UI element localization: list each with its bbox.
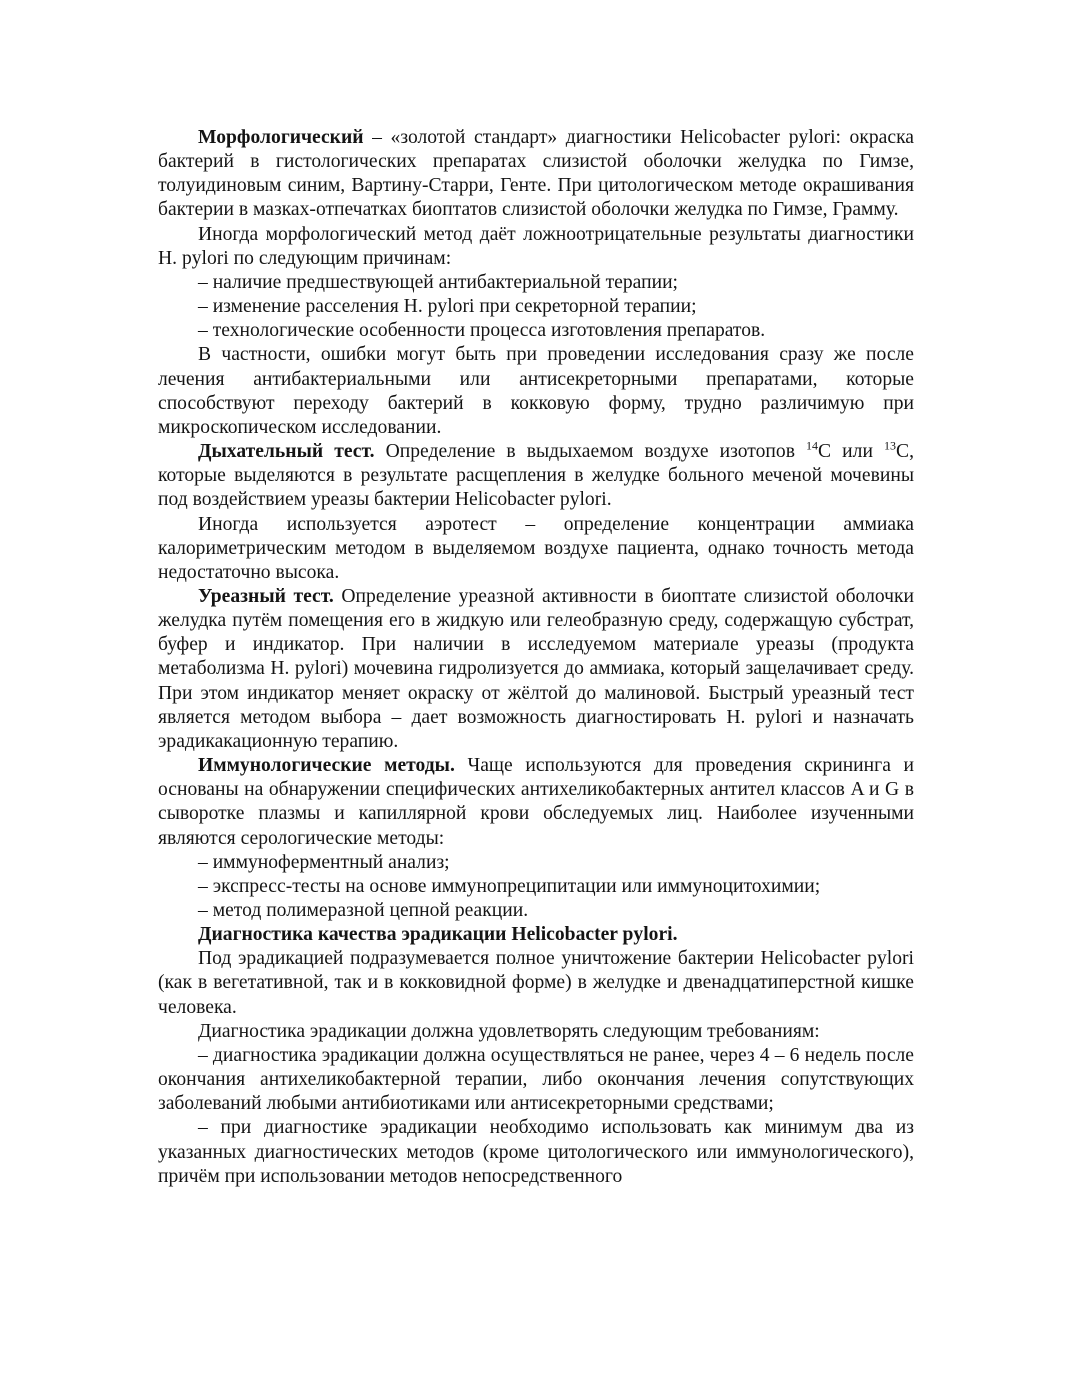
section-heading-text: Диагностика качества эрадикации Helicobacter pylori. — [198, 924, 678, 946]
paragraph-requirements: Диагностика эрадикации должна удовлетворять следующим требованиям: — [198, 1020, 820, 1042]
paragraph-false-negative: Иногда морфологический метод даёт ложноотрицательные результаты диагностики H. pylori по следующим причинам: — [158, 223, 914, 269]
list-item: – иммуноферментный анализ; — [198, 851, 450, 873]
paragraph-text: С или — [818, 441, 885, 463]
paragraph-text: Определение в выдыхаемом воздухе изотопов — [374, 441, 807, 463]
paragraph-aerotest: Иногда используется аэротест – определение концентрации аммиака калориметрическим методом в выделяемом воздухе пациента, однако точность метода недостаточно высока. — [158, 513, 914, 583]
paragraph-urease-test — [158, 585, 914, 754]
isotope-superscript: 13 — [884, 438, 897, 453]
term-morphological: Морфологический — [198, 127, 364, 148]
list-item: – экспресс-тесты на основе иммунопреципитации или иммуноцитохимии; — [198, 875, 821, 897]
list-item: – при диагностике эрадикации необходимо использовать как минимум два из указанных диагностических методов (кроме цитологического или иммунологического), причём при использовании методов непосредственного — [158, 1117, 914, 1187]
document-page — [158, 126, 914, 1189]
section-heading — [158, 923, 914, 947]
list-item: – технологические особенности процесса изготовления препаратов. — [198, 320, 766, 342]
term-immunological: Иммунологические методы. — [198, 755, 455, 777]
paragraph-immunological — [158, 754, 914, 851]
paragraph-text: – «золотой стандарт» диагностики Helicobacter pylori: окраска бактерий в гистологических препаратах слизистой оболочки желудка по Гимзе, толуидиновым синим, Вартину-Старри, Генте. При цитологическом методе окрашивания бактерии в мазках-отпечатках биоптатов слизистой оболочки желудка по Гимзе, Грамму. — [158, 127, 914, 221]
paragraph-morphological — [158, 126, 914, 223]
list-item: – диагностика эрадикации должна осуществляться не ранее, через 4 – 6 недель после окончания антихеликобактерной терапии, либо окончания лечения сопутствующих заболеваний любыми антибиотиками или антисекреторными средствами; — [158, 1044, 914, 1115]
list-item: – метод полимеразной цепной реакции. — [198, 900, 529, 921]
paragraph-text: С, которые выделяются в результате расщепления в желудке больного меченой мочевины под воздействием уреазы бактерии Helicobacter pylori. — [158, 441, 914, 511]
term-urease-test: Уреазный тест. — [198, 585, 334, 607]
isotope-superscript: 14 — [806, 438, 819, 453]
paragraph-text: Чаще используются для проведения скрининга и основаны на обнаружении специфических антихеликобактерных антител классов A и G в сыворотке плазмы и капиллярной крови обследуемых лиц. Наиболее изученными являются серологические методы: — [158, 755, 914, 849]
paragraph-text: Определение уреазной активности в биоптате слизистой оболочки желудка путём помещения его в жидкую или гелеобразную среду, содержащую субстрат, буфер и индикатор. При наличии в исследуемом материале уреазы (продукта метаболизма H. pylori) мочевина гидролизуется до аммиака, который защелачивает среду. При этом индикатор меняет окраску от жёлтой до малиновой. Быстрый уреазный тест является методом выбора – дает возможность диагностировать H. pylori и назначать эрадикакационную терапию. — [158, 585, 915, 752]
term-breath-test: Дыхательный тест. — [198, 441, 375, 463]
list-item: – наличие предшествующей антибактериальной терапии; — [198, 271, 678, 293]
list-item: – изменение расселения H. pylori при секреторной терапии; — [198, 296, 697, 318]
paragraph-breath-test — [158, 440, 914, 512]
paragraph-eradication-definition: Под эрадикацией подразумевается полное уничтожение бактерии Helicobacter pylori (как в вегетативной, так и в кокковидной форме) в желудке и двенадцатиперстной кишке человека. — [158, 948, 914, 1018]
paragraph-errors: В частности, ошибки могут быть при проведении исследования сразу же после лечения антибактериальными или антисекреторными препаратами, которые способствуют переходу бактерий в кокковую форму, трудно различимую при микроскопическом исследовании. — [158, 344, 914, 438]
